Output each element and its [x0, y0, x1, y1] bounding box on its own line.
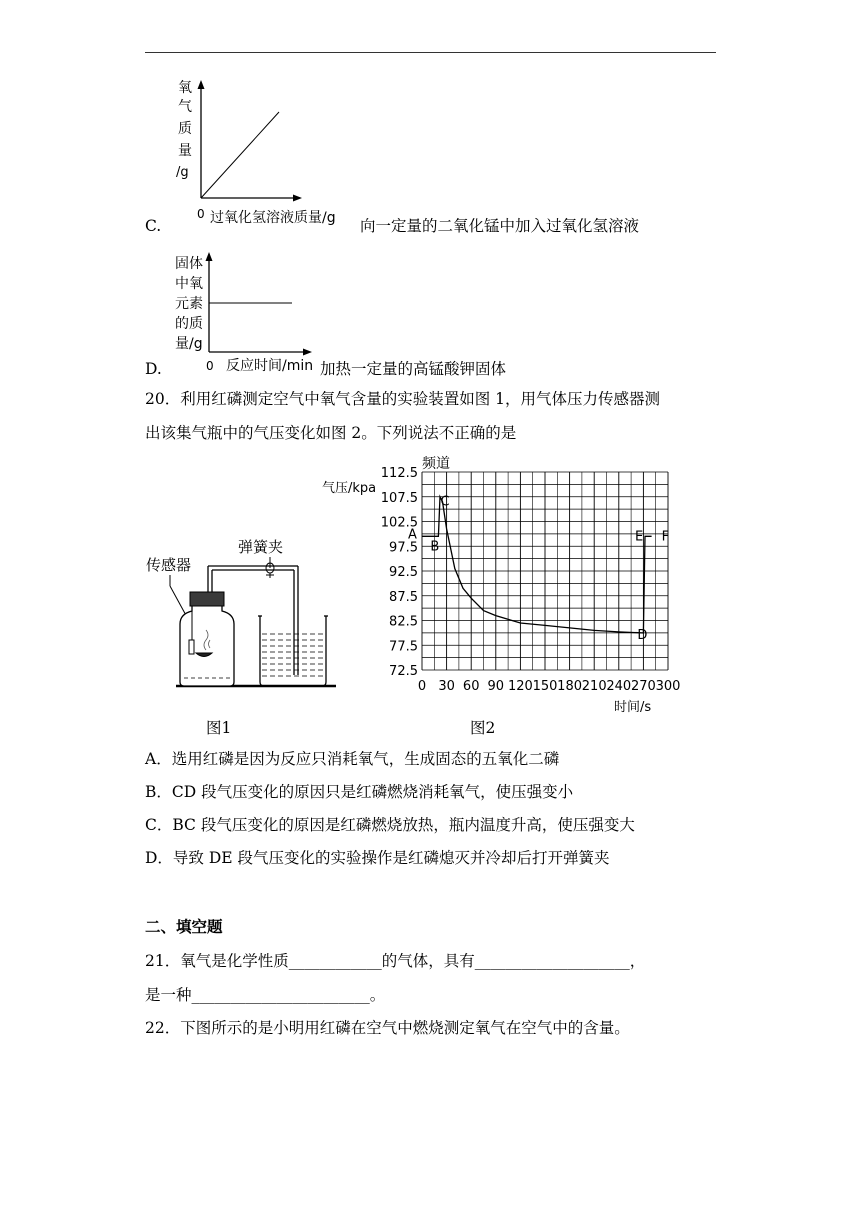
q20-choice-c: C．BC 段气压变化的原因是红磷燃烧放热，瓶内温度升高，使压强变大: [145, 816, 635, 834]
x-tick-label: 30: [438, 679, 455, 694]
q21-text-5: 。: [369, 986, 386, 1004]
point-label-e: E: [635, 529, 644, 545]
q21-text-1: 21．氧气是化学性质: [145, 952, 289, 970]
gas-collecting-bottle: [180, 602, 234, 686]
point-label-b: B: [430, 539, 440, 555]
x-tick-label: 60: [462, 679, 480, 694]
x-tick-label: 90: [487, 679, 505, 694]
q21-blank-1: ____________: [288, 952, 382, 970]
x-tick-label: 0: [417, 679, 427, 694]
option-d-xlabel: 反应时间/min: [226, 358, 314, 374]
point-label-a: A: [408, 527, 417, 543]
x-axis-label: 时间/s: [614, 700, 652, 715]
option-c-ylabel-4: 量: [178, 143, 192, 159]
option-d-ylabel-2: 中氧: [175, 276, 203, 292]
q22-text: 22．下图所示的是小明用红磷在空气中燃烧测定氧气在空气中的含量。: [145, 1019, 630, 1037]
option-c-line: [201, 112, 279, 198]
option-c-ylabel-2: 气: [178, 99, 192, 115]
q21-line2: [145, 985, 385, 1005]
figure2-pressure-chart: [318, 448, 698, 716]
figure2-caption: 图2: [470, 719, 496, 737]
q21-text-4: 是一种: [145, 986, 192, 1004]
y-tick-label: 87.5: [389, 589, 418, 605]
rubber-stopper: [190, 592, 224, 606]
x-tick-label: 180: [557, 679, 583, 694]
y-tick-label: 72.5: [389, 664, 418, 679]
chart-title: 频道: [422, 456, 450, 472]
x-tick-label: 270: [630, 679, 656, 694]
q20-line2: 出该集气瓶中的气压变化如图 2。下列说法不正确的是: [145, 424, 517, 442]
y-tick-label: 112.5: [380, 466, 418, 481]
option-c-ylabel-1: 氧: [178, 80, 192, 96]
q20-choice-b: B．CD 段气压变化的原因只是红磷燃烧消耗氧气，使压强变小: [145, 783, 574, 801]
option-d-letter: D.: [145, 360, 162, 378]
y-tick-labels: [381, 466, 418, 679]
point-label-d: D: [637, 627, 648, 643]
option-c-x-arrow: [293, 195, 302, 202]
option-d-origin: 0: [206, 359, 214, 373]
option-d-desc: 加热一定量的高锰酸钾固体: [320, 360, 507, 378]
header-rule: [145, 52, 716, 53]
clamp-label: 弹簧夹: [238, 538, 284, 556]
option-d-x-arrow: [303, 349, 312, 356]
beaker-water: [262, 634, 324, 676]
q21-text-3: ，: [629, 952, 646, 970]
q20-line1: 20．利用红磷测定空气中氧气含量的实验装置如图 1，用气体压力传感器测: [145, 390, 661, 408]
option-c-ylabel-5: /g: [176, 165, 189, 180]
y-axis-label: 气压/kpa: [322, 481, 377, 496]
q21-line1: [145, 951, 645, 971]
option-d-ylabel-3: 元素: [175, 296, 203, 312]
option-c-graph: [170, 78, 370, 233]
q21-blank-3: _______________________: [191, 986, 370, 1004]
option-c-letter: C.: [145, 217, 162, 235]
option-c-origin: 0: [197, 207, 205, 221]
option-c-y-arrow: [198, 80, 205, 89]
point-label-c: C: [440, 494, 450, 510]
option-d-ylabel-5: 量/g: [175, 336, 203, 352]
y-tick-label: 82.5: [389, 614, 418, 630]
y-tick-label: 107.5: [380, 490, 418, 506]
x-tick-label: 120: [507, 679, 533, 694]
section-title: 二、填空题: [145, 917, 223, 936]
y-tick-label: 92.5: [389, 565, 418, 580]
figure1-caption: 图1: [206, 719, 232, 737]
option-c-ylabel-3: 质: [178, 121, 192, 137]
option-c-desc: 向一定量的二氧化锰中加入过氧化氢溶液: [360, 217, 640, 235]
option-d-ylabel-4: 的质: [175, 316, 203, 332]
x-tick-label: 210: [581, 679, 607, 694]
sensor-label: 传感器: [146, 556, 192, 574]
x-tick-label: 150: [532, 679, 558, 694]
point-label-f: F: [661, 529, 670, 545]
option-c-xlabel: 过氧化氢溶液质量/g: [210, 210, 336, 226]
option-d-y-arrow: [206, 252, 213, 261]
x-tick-label: 300: [655, 679, 681, 694]
q20-choice-a: A．选用红磷是因为反应只消耗氧气，生成固态的五氧化二磷: [145, 750, 560, 768]
y-tick-label: 97.5: [389, 540, 418, 556]
y-tick-label: 102.5: [380, 515, 418, 531]
x-tick-label: 240: [606, 679, 632, 694]
chart-grid: [422, 472, 668, 670]
pressure-curve: [422, 494, 652, 633]
beaker: [260, 616, 326, 686]
y-tick-label: 77.5: [389, 639, 418, 655]
option-d-ylabel-1: 固体: [175, 256, 203, 272]
x-tick-labels: [418, 679, 681, 694]
q21-text-2: 的气体，具有: [381, 952, 475, 970]
q20-choice-d: D．导致 DE 段气压变化的实验操作是红磷熄灭并冷却后打开弹簧夹: [145, 849, 610, 867]
q21-blank-2: ____________________: [474, 952, 630, 970]
